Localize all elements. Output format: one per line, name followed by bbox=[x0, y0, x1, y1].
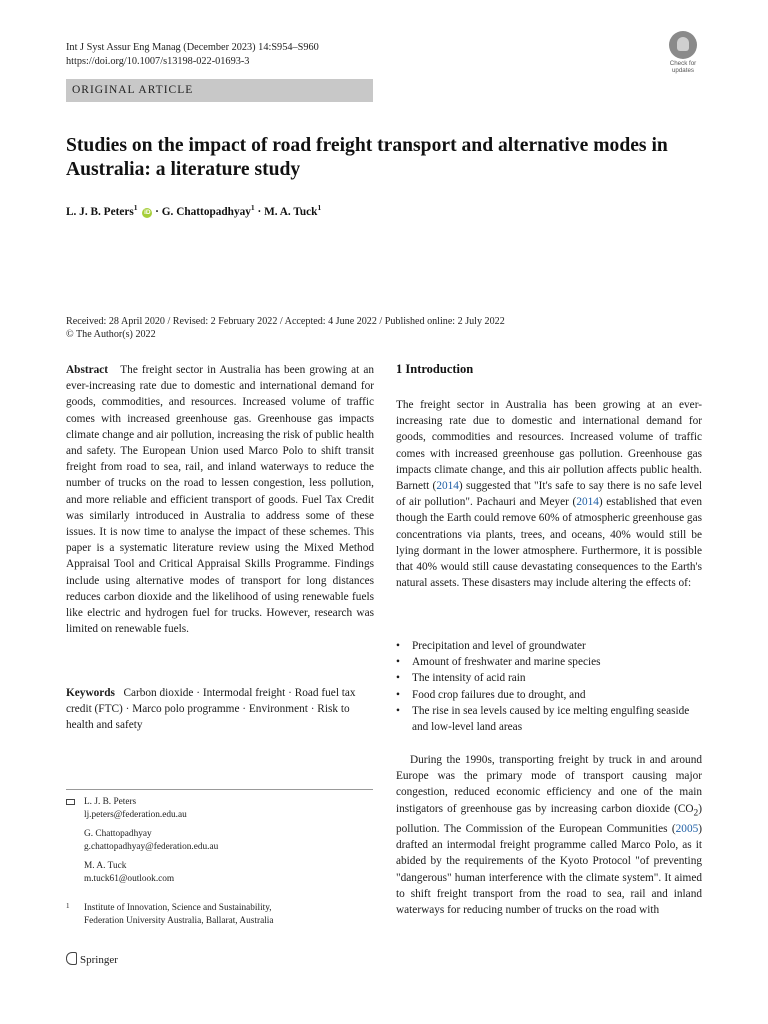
publisher-logo: Springer bbox=[66, 952, 118, 966]
keywords bbox=[66, 685, 374, 734]
footnote-divider bbox=[66, 789, 373, 790]
contact-block: M. A. Tuck m.tuck61@outlook.com bbox=[66, 860, 373, 885]
contact-block: L. J. B. Peters lj.peters@federation.edu.au bbox=[66, 796, 373, 821]
citation-link[interactable]: 2014 bbox=[436, 480, 459, 493]
author-list: L. J. B. Peters$^1$ iD · G. Chattopadhyay$^1$ · M. A. Tuck$^1$ bbox=[66, 203, 322, 218]
bullet-list bbox=[396, 638, 702, 735]
abstract-label: Abstract bbox=[66, 364, 109, 376]
abstract-text: The freight sector in Australia has been growing at an ever-increasing rate due to domestic and international demand for goods, commodities, and resources. Increased volume of traffic comes with increased greenhouse gas. Greenhouse gas impacts climate change and air pollution, increasing the risk of public health and safety. The European Union used Marco Polo to shift transit freight from road to sea, rail, and inland waterways to reduce the number of trucks on the road to lessen congestion, less pollution, and more reliable and efficient transport of goods. Fuel Tax Credit was similarly introduced in Australia to address some of these issues. It is now time to analyse the impact of these schemes. This paper is a systematic literature review using the Mixed Method Appraisal Tool and Critical Appraisal Skills Programme. Findings include using alternative modes of transport for long distances reduces carbon dioxide and the likelihood of using renewable fuels like electric and hydrogen fuel for trucks. However, research was limited on renewable fuels. bbox=[66, 364, 374, 636]
citation-link[interactable]: 2005 bbox=[675, 823, 699, 836]
check-for-updates-badge[interactable]: Check for updates bbox=[664, 31, 702, 71]
article-type-banner bbox=[66, 79, 373, 102]
contact-block: G. Chattopadhyay g.chattopadhyay@federation.edu.au bbox=[66, 828, 373, 853]
keywords-label: Keywords bbox=[66, 687, 115, 699]
keywords-text: Carbon dioxide · Intermodal freight · Road fuel tax credit (FTC) · Marco polo programme · Environment · Risk to health and safety bbox=[66, 687, 356, 732]
abstract bbox=[66, 362, 374, 637]
check-updates-icon bbox=[669, 31, 697, 59]
intro-paragraph: During the 1990s, transporting freight by truck in and around Europe was the primary mode of transport causing major congestion, reduced economic efficiency and one of the main instigators of greenhouse gas by increasing carbon dioxide $(CO_2)$ pollution. The Commission of the European Communities (2005) drafted an intermodal freight programme called Marco Polo, as it abided by the requirements of the Kyoto Protocol "of preventing "dangerous" human interference with the climate system". It aimed to shift freight transport from the road to sea, rail and inland waterways for reducing number of trucks on the road with bbox=[396, 754, 702, 917]
publication-dates: Received: 28 April 2020 / Revised: 2 February 2022 / Accepted: 4 June 2022 / Published online: 2 July 2022 © The Author(s) 2022 bbox=[66, 316, 505, 340]
orcid-icon[interactable]: iD bbox=[144, 208, 151, 216]
citation-link[interactable]: 2014 bbox=[576, 496, 599, 509]
doi-link[interactable]: https://doi.org/10.1007/s13198-022-01693-3 bbox=[66, 56, 250, 67]
email-link[interactable]: lj.peters@federation.edu.au bbox=[84, 809, 187, 820]
list-item: • Food crop failures due to drought, and bbox=[396, 687, 702, 703]
list-item: • The rise in sea levels caused by ice melting engulfing seaside and low-level land areas bbox=[396, 703, 702, 735]
springer-horse-icon bbox=[66, 952, 77, 965]
author-name[interactable]: M. A. Tuck bbox=[264, 205, 318, 218]
contact-info bbox=[66, 796, 373, 892]
email-link[interactable]: m.tuck61@outlook.com bbox=[84, 873, 175, 884]
journal-citation: Int J Syst Assur Eng Manag (December 2023) 14:S954–S960 bbox=[66, 42, 319, 53]
list-item: • Precipitation and level of groundwater bbox=[396, 638, 702, 654]
list-item: • Amount of freshwater and marine species bbox=[396, 654, 702, 670]
article-type-label: ORIGINAL ARTICLE bbox=[72, 84, 194, 96]
section-heading-introduction: 1 Introduction bbox=[396, 362, 474, 376]
list-item: • The intensity of acid rain bbox=[396, 670, 702, 686]
author-name[interactable]: G. Chattopadhyay bbox=[161, 205, 251, 218]
journal-header bbox=[66, 41, 319, 69]
email-link[interactable]: g.chattopadhyay@federation.edu.au bbox=[84, 841, 219, 852]
envelope-icon bbox=[66, 799, 75, 805]
article-title: Studies on the impact of road freight transport and alternative modes in Australia: a literature study bbox=[66, 135, 668, 180]
author-name[interactable]: L. J. B. Peters bbox=[66, 205, 134, 218]
intro-paragraph: The freight sector in Australia has been growing at an ever-increasing rate due to domestic and international demand for goods, commodities and resources. Increased volume of traffic comes with increased greenhouse gas pollution. Greenhouse gas impacts climate change, and this air pollution affects public health. Barnett (2014) suggested that "It's safe to say there is no safe level of air pollution". Pachauri and Meyer (2014) established that even though the Earth could remove 60% of atmospheric greenhouse gas concentrations via plants, trees, and oceans, 40% would still be lying dormant in the lower atmosphere. Furthermore, it is possible that 40% would still cause devastating consequences to the Earth's natural assets. These disasters may include altering the effects of: bbox=[396, 399, 702, 590]
copyright: © The Author(s) 2022 bbox=[66, 329, 156, 340]
affiliation: 1 Institute of Innovation, Science and Sustainability, Federation University Australia, Ballarat, Australia bbox=[66, 902, 274, 926]
